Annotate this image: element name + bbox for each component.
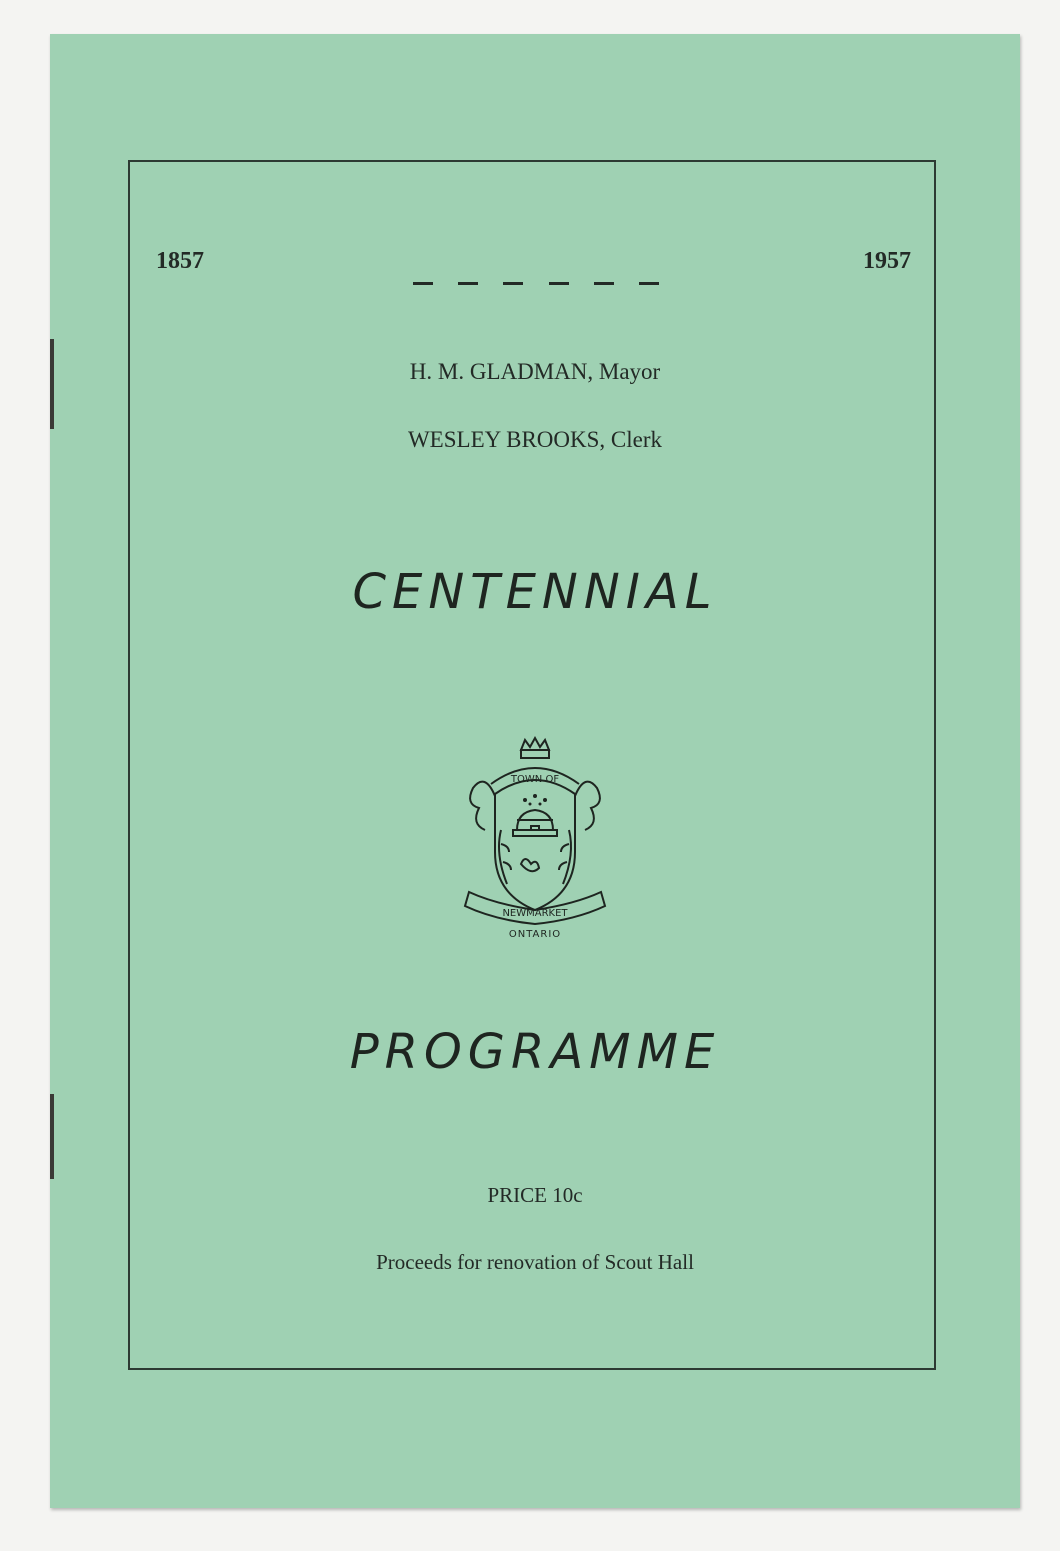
year-start: 1857 — [156, 248, 204, 274]
cover-subtitle: PROGRAMME — [349, 1024, 721, 1080]
year-end: 1957 — [863, 248, 911, 274]
crest-top-ribbon-text: TOWN OF — [510, 774, 560, 785]
mantling-left — [470, 782, 495, 830]
wreath-right — [559, 830, 571, 884]
shield-outline — [495, 794, 575, 910]
mantling-right — [575, 782, 600, 830]
crest-bottom-ribbon-text: NEWMARKET — [502, 908, 568, 919]
staple-mark — [50, 1094, 54, 1179]
town-crest-emblem — [455, 734, 615, 944]
mayor-line: H. M. GLADMAN, Mayor — [409, 359, 661, 384]
wreath-left — [499, 830, 511, 884]
cover-title: CENTENNIAL — [352, 564, 718, 620]
maple-leaf-icon — [521, 859, 539, 871]
crest-province-text: ONTARIO — [508, 929, 562, 940]
dash-divider — [413, 282, 659, 285]
crown-icon — [521, 738, 549, 750]
clerk-line: WESLEY BROOKS, Clerk — [407, 427, 663, 452]
programme-cover — [50, 34, 1020, 1508]
price-line: PRICE 10c — [487, 1183, 583, 1207]
proceeds-line: Proceeds for renovation of Scout Hall — [376, 1250, 694, 1274]
